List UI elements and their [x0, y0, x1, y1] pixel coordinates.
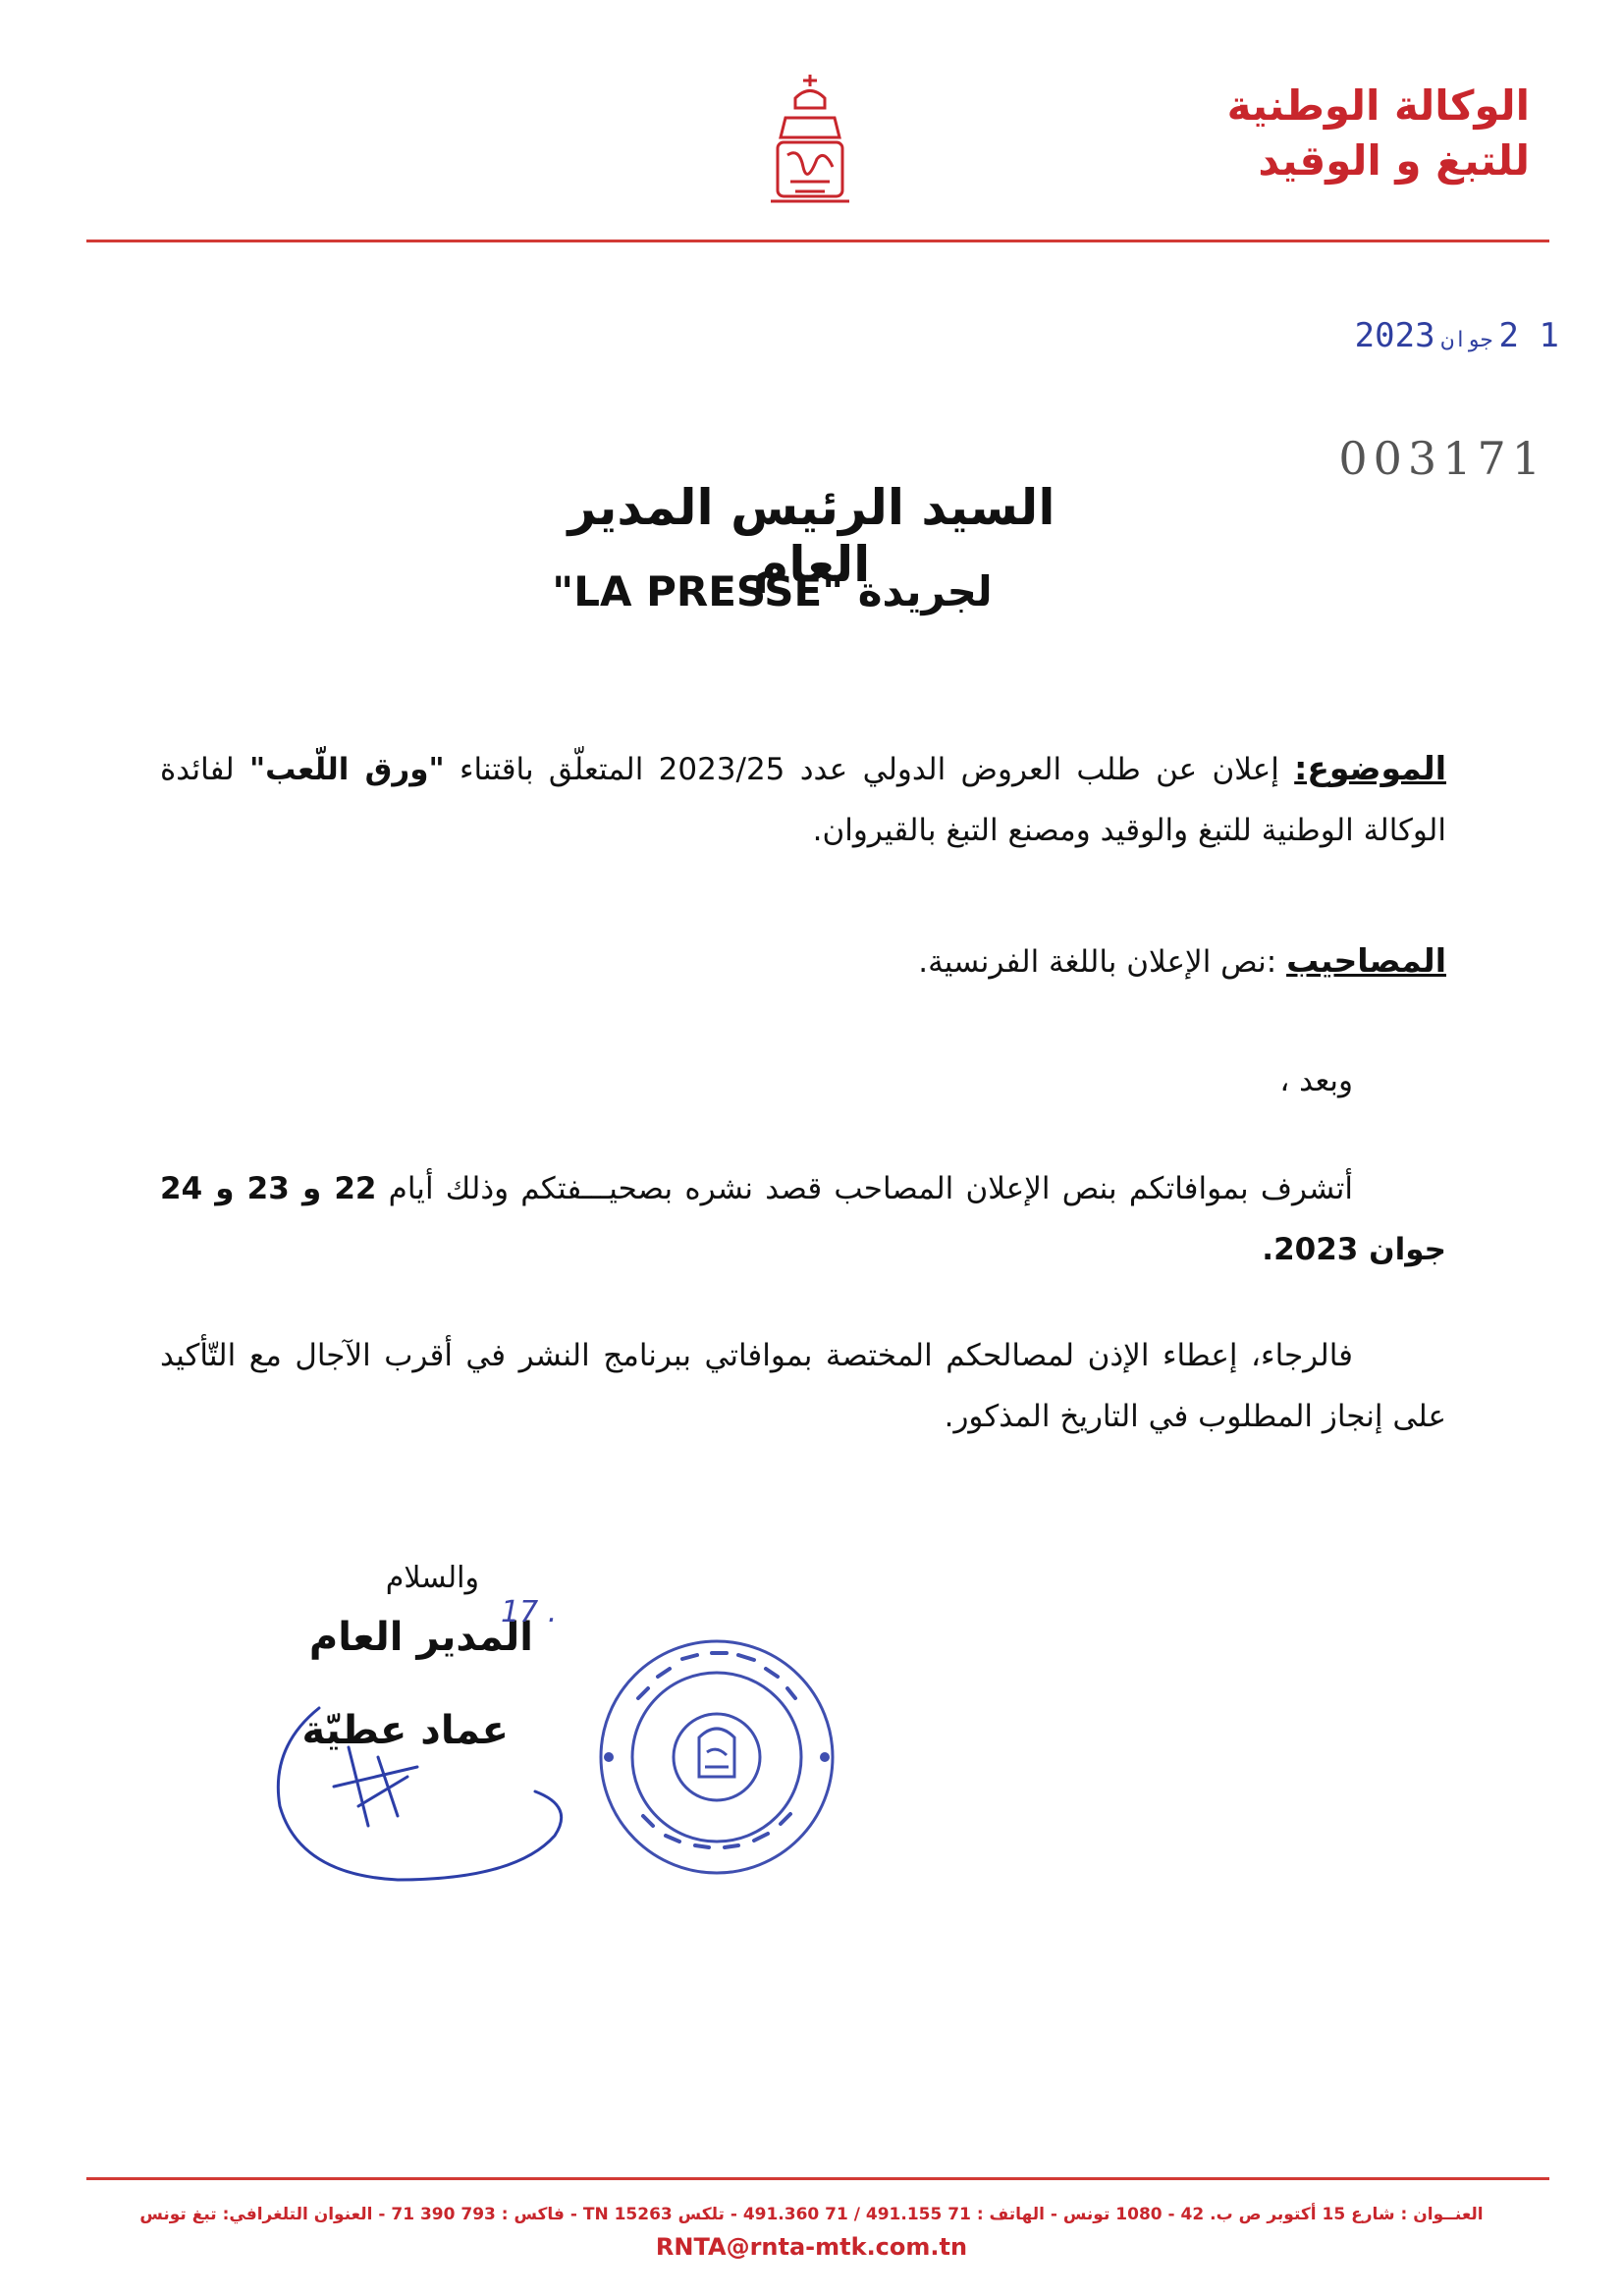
rnta-logo-icon — [756, 69, 864, 216]
signatory-name: عماد عطيّة — [301, 1708, 509, 1753]
subject-text-after: لفائدة الوكالة الوطنية للتبغ والوقيد ومصنع التبغ بالقيروان. — [160, 752, 1446, 848]
date-stamp — [1355, 316, 1559, 355]
footer-address: العنــوان : شارع 15 أكتوبر ص ب. 42 - 1080 تونس - الهاتف : 71 491.155 / 71 491.360 - تلكس 15263 TN - فاكس : 793 390 71 - العنوان التلغرافي: تبغ تونس — [139, 2205, 1484, 2224]
subject-text: إعلان عن طلب العروض الدولي عدد 2023/25 المتعلّق باقتناء — [444, 752, 1295, 787]
footer-email: RNTA@rnta-mtk.com.tn — [655, 2233, 968, 2261]
subject-item: "ورق اللّعب" — [249, 752, 445, 787]
footer-divider — [86, 2177, 1549, 2180]
organization-name — [1117, 79, 1530, 188]
subject-paragraph — [160, 738, 1446, 861]
addressee-line1: السيد الرئيس المدير العام — [568, 479, 1055, 593]
header-divider — [86, 240, 1549, 242]
signature-icon — [260, 1688, 584, 1895]
addressee-line2: لجريدة "LA PRESSE" — [552, 567, 993, 615]
body-paragraph-1 — [160, 1158, 1446, 1280]
reference-number: 003171 — [1338, 432, 1546, 485]
org-name-line2: للتبغ و الوقيد — [1258, 136, 1530, 185]
attachments-text: :نص الإعلان باللغة الفرنسية. — [918, 944, 1287, 980]
body-paragraph-2: فالرجاء، إعطاء الإذن لمصالحكم المختصة بموافاتي ببرنامج النشر في أقرب الآجال مع التّأكيد على إنجاز المطلوب في التاريخ المذكور. — [160, 1338, 1446, 1434]
date-day: 1 2 — [1498, 316, 1559, 355]
official-stamp-icon — [589, 1629, 844, 1885]
salutation: وبعد ، — [1279, 1063, 1353, 1098]
date-month: جوان — [1440, 328, 1493, 352]
subject-label: الموضوع: — [1294, 749, 1447, 787]
signatory-title: المدير العام — [308, 1615, 533, 1660]
closing-greeting: والسلام — [385, 1561, 479, 1595]
attachments-paragraph — [160, 931, 1446, 992]
body1-text: أتشرف بموافاتكم بنص الإعلان المصاحب قصد نشره بصحيـــفتكم وذلك أيام — [376, 1171, 1353, 1206]
handwritten-annotation: 17 . — [501, 1595, 558, 1629]
date-year: 2023 — [1354, 316, 1435, 355]
org-name-line1: الوكالة الوطنية — [1226, 81, 1530, 130]
attachments-label: المصاحيب — [1286, 941, 1446, 980]
body1-dates: 22 و 23 و 24 جوان 2023. — [160, 1171, 1446, 1267]
